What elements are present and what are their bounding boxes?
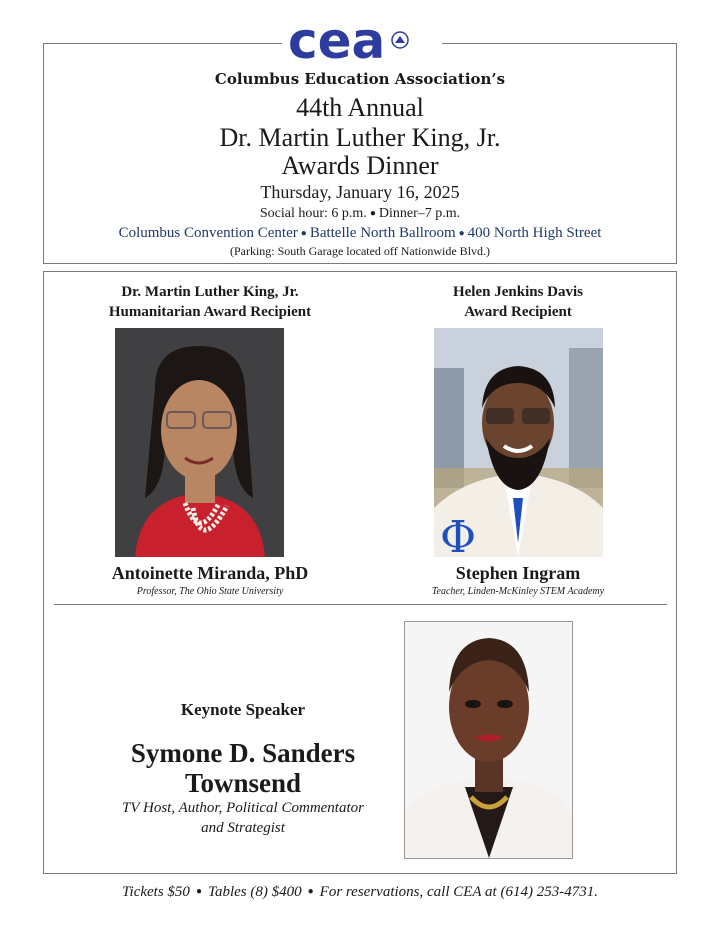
- bullet: ●: [458, 228, 465, 239]
- award2-heading-line1: Helen Jenkins Davis: [452, 284, 584, 300]
- award1-heading: [60, 282, 360, 322]
- event-hours: [0, 206, 720, 222]
- cea-logo: [282, 14, 442, 70]
- bullet: ●: [300, 228, 307, 239]
- award1-recipient-name: Antoinette Miranda, PhD: [111, 563, 309, 583]
- photo-antoinette-miranda: [115, 328, 284, 557]
- keynote-name: [93, 738, 393, 798]
- award2-heading-line2: Award Recipient: [464, 304, 572, 320]
- award1-recipient-role: Professor, The Ohio State University: [136, 586, 284, 597]
- footer-ticket-info: [0, 884, 720, 901]
- keynote-role-line2: and Strategist: [201, 820, 285, 836]
- photo-symone-sanders-townsend: [404, 621, 573, 859]
- social-hour: Social hour: 6 p.m.: [259, 206, 367, 221]
- keynote-role-line1: TV Host, Author, Political Commentator: [122, 800, 364, 816]
- bullet: ●: [195, 886, 202, 897]
- bullet: ●: [369, 208, 376, 219]
- event-title-line2: Dr. Martin Luther King, Jr.: [219, 123, 501, 152]
- association-name: Columbus Education Association’s: [214, 70, 506, 88]
- award2-recipient-name: Stephen Ingram: [455, 563, 581, 583]
- section-divider: [54, 604, 667, 605]
- venue-room: Battelle North Ballroom: [309, 225, 456, 241]
- keynote-role: [93, 798, 393, 838]
- event-title-line1: 44th Annual: [296, 93, 424, 122]
- reservation-info: For reservations, call CEA at (614) 253-4731.: [319, 884, 598, 900]
- svg-text:Φ: Φ: [440, 512, 477, 557]
- keynote-label: Keynote Speaker: [180, 700, 306, 719]
- award1-heading-line2: Humanitarian Award Recipient: [108, 304, 312, 320]
- ticket-price: Tickets $50: [122, 884, 190, 900]
- keynote-name-line1: Symone D. Sanders: [130, 738, 356, 768]
- award2-recipient-role: Teacher, Linden-McKinley STEM Academy: [431, 586, 605, 597]
- event-date: Thursday, January 16, 2025: [260, 182, 460, 202]
- bullet: ●: [307, 886, 314, 897]
- venue-address: 400 North High Street: [467, 225, 602, 241]
- dinner-time: Dinner–7 p.m.: [378, 206, 461, 221]
- award2-heading: [368, 282, 668, 322]
- keynote-name-line2: Townsend: [184, 768, 302, 798]
- award1-heading-line1: Dr. Martin Luther King, Jr.: [121, 284, 299, 300]
- table-price: Tables (8) $400: [207, 884, 302, 900]
- event-title-line3: Awards Dinner: [281, 151, 439, 180]
- venue-name: Columbus Convention Center: [118, 225, 298, 241]
- parking-note: (Parking: South Garage located off Nationwide Blvd.): [229, 244, 491, 258]
- photo-stephen-ingram: [434, 328, 603, 557]
- cea-logo-text: cea: [288, 14, 386, 70]
- event-venue: [0, 225, 720, 242]
